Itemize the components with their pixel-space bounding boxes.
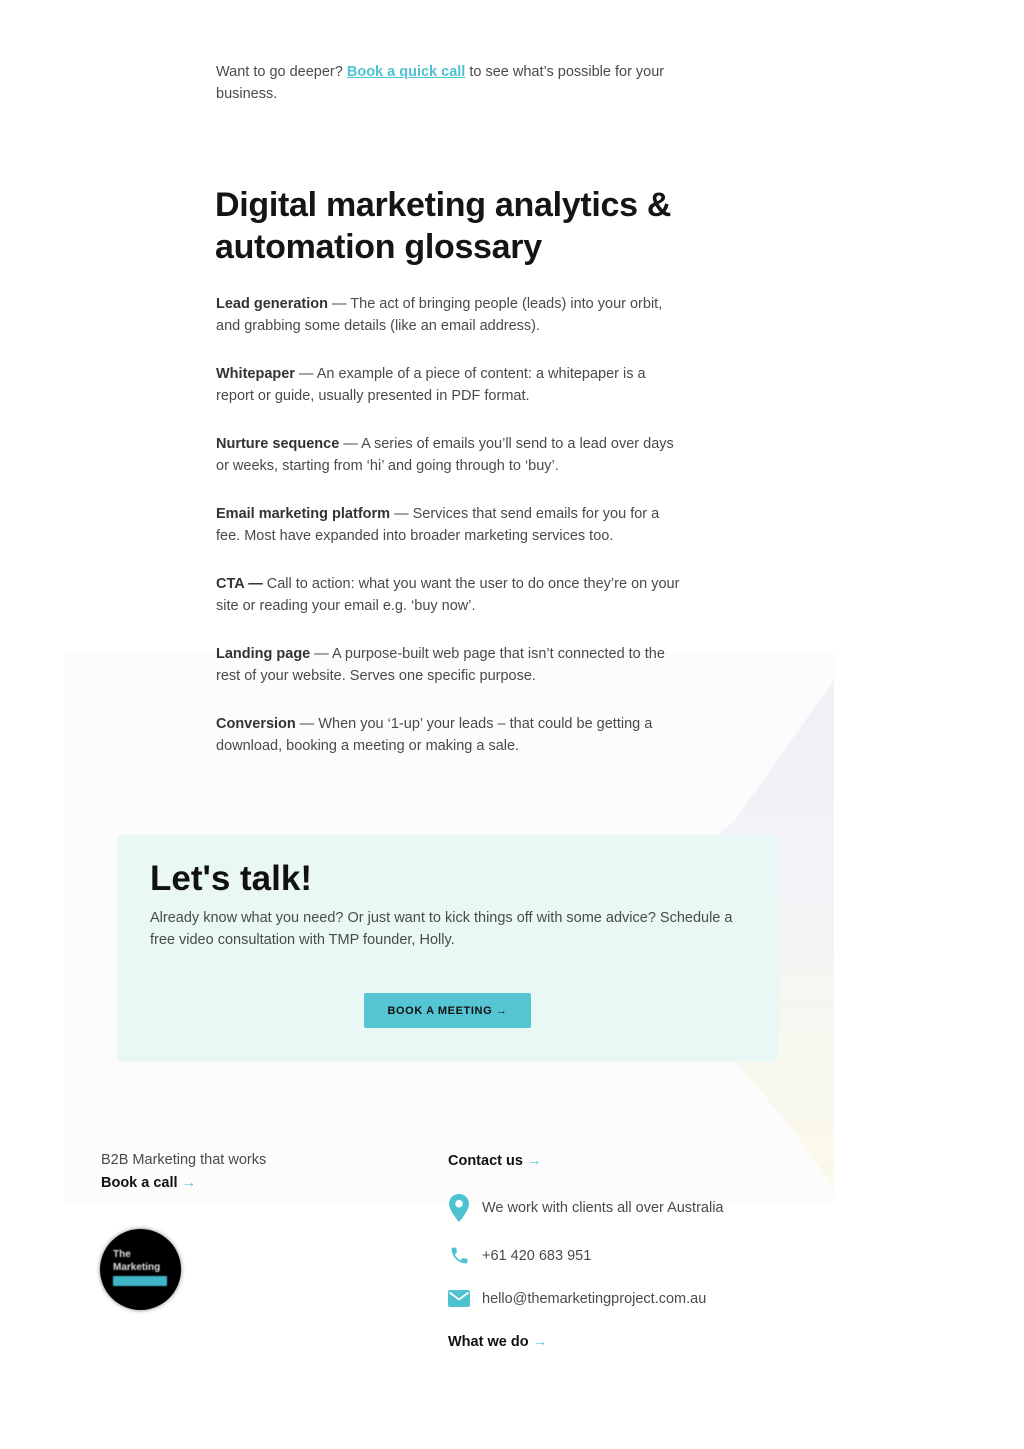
book-call-label: Book a call <box>101 1175 178 1191</box>
intro-suffix: to see what’s possible for your business. <box>216 64 665 102</box>
location-text: We work with clients all over Australia <box>482 1200 724 1216</box>
book-quick-call-link[interactable]: Book a quick call <box>346 64 466 80</box>
glossary-item <box>216 713 686 757</box>
location-pin-icon <box>448 1194 470 1222</box>
glossary-separator: — <box>310 646 333 662</box>
what-we-do-link[interactable] <box>448 1334 547 1350</box>
glossary-separator: — <box>328 296 351 312</box>
glossary-item <box>216 293 686 337</box>
logo-text-bar <box>113 1276 167 1286</box>
glossary-separator: — <box>339 436 362 452</box>
intro-prefix: Want to go deeper? <box>216 64 347 80</box>
arrow-right-icon: → <box>532 1334 548 1350</box>
what-we-do-label: What we do <box>448 1334 529 1350</box>
email-row[interactable] <box>448 1290 706 1307</box>
glossary-term: Email marketing platform <box>216 506 391 522</box>
book-meeting-button[interactable]: BOOK A MEETING → <box>364 993 531 1028</box>
glossary-definition: The act of bringing people (leads) into your orbit, and grabbing some details (like an email address). <box>216 296 663 334</box>
glossary-definition: Services that send emails for you for a fee. Most have expanded into broader marketing services too. <box>216 506 660 544</box>
location-row <box>448 1194 724 1222</box>
glossary-definition: A series of emails you’ll send to a lead over days or weeks, starting from ‘hi’ and going through to ‘buy’. <box>216 436 674 474</box>
glossary-term: Lead generation <box>216 296 328 312</box>
book-a-call-link[interactable] <box>101 1175 196 1191</box>
phone-text[interactable]: +61 420 683 951 <box>482 1247 592 1264</box>
glossary-separator: — <box>390 506 413 522</box>
glossary-definition: An example of a piece of content: a whitepaper is a report or guide, usually presented in PDF format. <box>216 366 646 404</box>
glossary-title: Digital marketing analytics & automation glossary <box>215 186 672 266</box>
lets-talk-card <box>117 835 778 1062</box>
glossary-item <box>216 433 686 477</box>
logo-text-line: The <box>113 1249 131 1260</box>
cta-title: Let's talk! <box>150 859 312 898</box>
mail-icon <box>448 1290 470 1307</box>
glossary-list <box>216 293 686 783</box>
glossary-term: Nurture sequence <box>216 436 340 452</box>
glossary-separator: — <box>294 366 317 382</box>
glossary-term: Conversion <box>216 716 296 732</box>
glossary-item <box>216 363 686 407</box>
logo-text-line: Marketing <box>113 1262 161 1273</box>
glossary-definition: A purpose-built web page that isn’t connected to the rest of your website. Serves one specific purpose. <box>216 646 665 684</box>
email-text[interactable]: hello@themarketingproject.com.au <box>482 1290 707 1307</box>
glossary-item <box>216 503 686 547</box>
cta-text: Already know what you need? Or just want to kick things off with some advice? Schedule a free video consultation with TMP founder, Holly. <box>150 910 733 948</box>
glossary-separator: — <box>295 716 319 732</box>
glossary-term: Landing page <box>216 646 311 662</box>
contact-us-label: Contact us <box>448 1153 523 1169</box>
glossary-item <box>216 573 686 617</box>
arrow-right-icon: → <box>526 1153 542 1169</box>
glossary-definition: When you ‘1-up’ your leads – that could be getting a download, booking a meeting or making a sale. <box>216 716 653 754</box>
phone-icon <box>448 1245 470 1266</box>
company-logo <box>100 1229 181 1310</box>
contact-us-link[interactable] <box>448 1153 541 1169</box>
intro-paragraph <box>216 61 686 105</box>
footer-tagline: B2B Marketing that works <box>101 1152 267 1168</box>
arrow-right-icon: → <box>181 1175 197 1191</box>
glossary-definition: Call to action: what you want the user to do once they’re on your site or reading your email e.g. ‘buy now’. <box>216 576 680 614</box>
glossary-item <box>216 643 686 687</box>
glossary-term: CTA — <box>216 576 267 592</box>
phone-row[interactable] <box>448 1245 591 1266</box>
glossary-term: Whitepaper <box>216 366 295 382</box>
